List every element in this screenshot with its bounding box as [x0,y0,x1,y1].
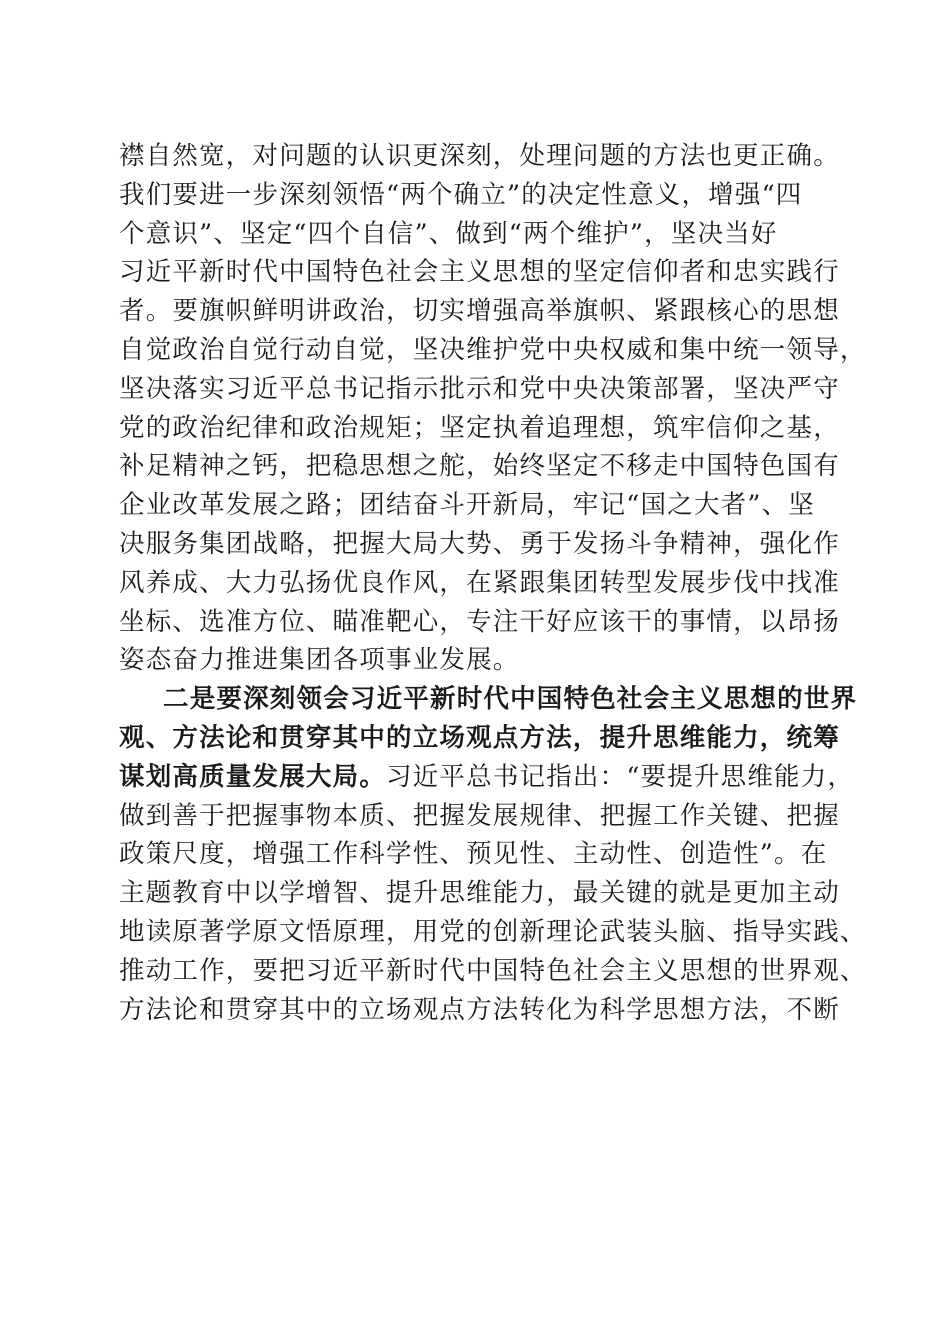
text-line: 方法论和贯穿其中的立场观点方法转化为科学思想方法，不断 [119,994,840,1025]
text-line: 坚决落实习近平总书记指示批示和党中央决策部署，坚决严守 [119,373,840,404]
section-heading-end: 谋划高质量发展大局。 [119,761,387,792]
section-heading-line: 二是要深刻领会习近平新时代中国特色社会主义思想的世界 [163,684,858,715]
text-line: 我们要进一步深刻领悟“两个确立”的决定性意义，增强“四 [119,179,803,210]
text-line: 自觉政治自觉行动自觉，坚决维护党中央权威和集中统一领导， [119,334,867,365]
text-line: 党的政治纪律和政治规矩；坚定执着追理想，筑牢信仰之基， [119,412,840,443]
text-line: 姿态奋力推进集团各项事业发展。 [119,645,520,676]
section-heading-line: 观、方法论和贯穿其中的立场观点方法，提升思维能力，统筹 [119,722,840,753]
text-line: 决服务集团战略，把握大局大势、勇于发扬斗争精神，强化作 [119,528,840,559]
paragraph-1 [119,137,867,680]
text-line: 习近平新时代中国特色社会主义思想的坚定信仰者和忠实践行 [119,257,840,288]
text-line: 襟自然宽，对问题的认识更深刻，处理问题的方法也更正确。 [119,141,840,171]
text-line: 坐标、选准方位、瞄准靶心，专注干好应该干的事情，以昂扬 [119,606,840,637]
text-line: 个意识”、坚定“四个自信”、做到“两个维护”，坚决当好 [119,218,778,249]
text-line: 地读原著学原文悟原理，用党的创新理论武装头脑、指导实践、 [119,916,867,947]
text-line-mixed [119,758,859,797]
text-line: 补足精神之钙，把稳思想之舵，始终坚定不移走中国特色国有 [119,451,840,482]
body-text-start: 习近平总书记指出：“要提升思维能力， [386,761,855,792]
paragraph-2 [119,680,867,1029]
document-body [119,137,867,1029]
text-line: 者。要旗帜鲜明讲政治，切实增强高举旗帜、紧跟核心的思想 [119,296,840,327]
text-line: 做到善于把握事物本质、把握发展规律、把握工作关键、把握 [119,800,840,831]
text-line: 风养成、大力弘扬优良作风，在紧跟集团转型发展步伐中找准 [119,567,840,598]
text-line: 政策尺度，增强工作科学性、预见性、主动性、创造性”。在 [119,839,828,870]
text-line: 主题教育中以学增智、提升思维能力，最关键的就是更加主动 [119,878,840,909]
text-line: 推动工作，要把习近平新时代中国特色社会主义思想的世界观、 [119,955,867,986]
text-line: 企业改革发展之路；团结奋斗开新局，牢记“国之大者”、坚 [119,490,815,521]
